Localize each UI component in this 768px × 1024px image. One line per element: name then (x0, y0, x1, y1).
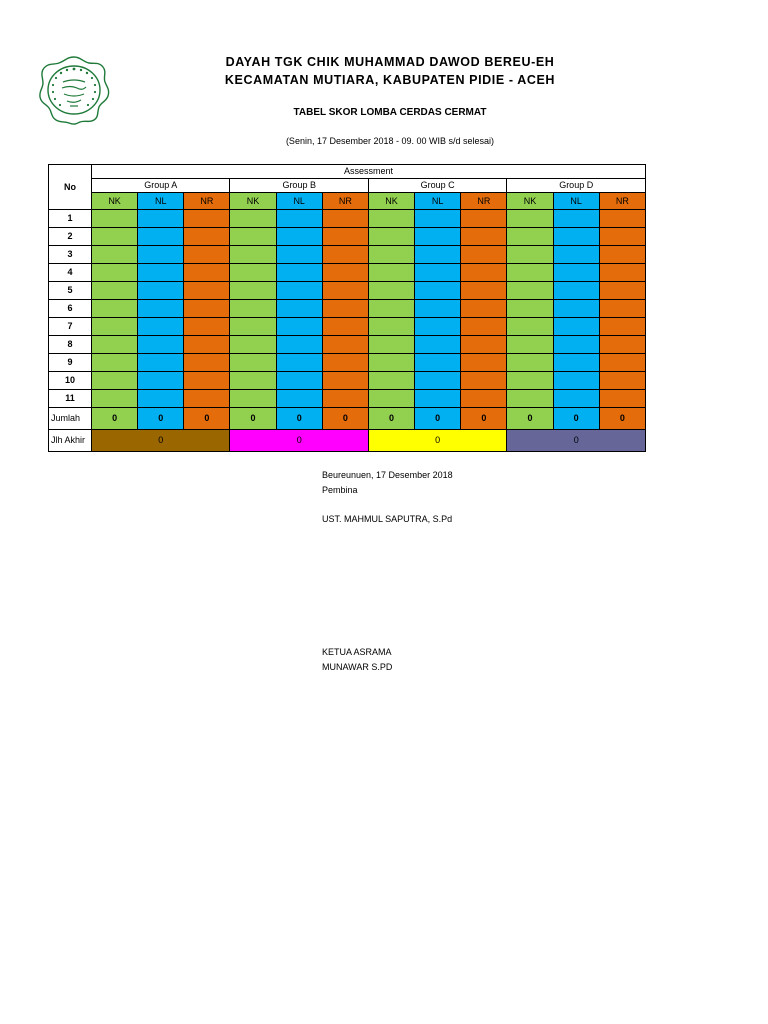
score-cell-b-nl[interactable] (276, 336, 322, 354)
jumlah-b-nl: 0 (276, 408, 322, 430)
group-d-header: Group D (507, 179, 646, 193)
group-b-header: Group B (230, 179, 368, 193)
group-header-row (49, 179, 646, 193)
score-cell-c-nr[interactable] (461, 318, 507, 336)
jumlah-d-nr: 0 (599, 408, 645, 430)
score-cell-a-nr[interactable] (184, 300, 230, 318)
score-cell-a-nl[interactable] (138, 336, 184, 354)
jlh-akhir-row (49, 430, 646, 452)
jumlah-label: Jumlah (49, 408, 92, 430)
jlh-akhir-group-a: 0 (92, 430, 230, 452)
score-cell-b-nr[interactable] (322, 246, 368, 264)
jumlah-b-nk: 0 (230, 408, 276, 430)
score-cell-b-nl[interactable] (276, 300, 322, 318)
table-row (49, 372, 646, 390)
score-cell-c-nr[interactable] (461, 300, 507, 318)
score-cell-b-nr[interactable] (322, 300, 368, 318)
score-cell-b-nk[interactable] (230, 372, 276, 390)
score-cell-c-nr[interactable] (461, 372, 507, 390)
jumlah-a-nr: 0 (184, 408, 230, 430)
group-d-nl-header: NL (553, 193, 599, 210)
score-cell-a-nk[interactable] (92, 318, 138, 336)
score-cell-a-nk[interactable] (92, 210, 138, 228)
score-cell-d-nk[interactable] (507, 372, 553, 390)
score-cell-c-nl[interactable] (415, 318, 461, 336)
score-cell-a-nr[interactable] (184, 210, 230, 228)
score-cell-c-nr[interactable] (461, 336, 507, 354)
score-cell-c-nr[interactable] (461, 264, 507, 282)
score-cell-d-nk[interactable] (507, 246, 553, 264)
institution-logo (37, 54, 111, 126)
score-cell-b-nl[interactable] (276, 390, 322, 408)
jumlah-b-nr: 0 (322, 408, 368, 430)
score-cell-c-nr[interactable] (461, 354, 507, 372)
signature-place-date: Beureunuen, 17 Desember 2018 (322, 470, 453, 480)
score-cell-a-nr[interactable] (184, 318, 230, 336)
signature-name-pembina: UST. MAHMUL SAPUTRA, S.Pd (322, 514, 453, 524)
group-c-nr-header: NR (461, 193, 507, 210)
score-cell-a-nk[interactable] (92, 390, 138, 408)
score-cell-a-nr[interactable] (184, 390, 230, 408)
group-a-header: Group A (92, 179, 230, 193)
score-cell-a-nl[interactable] (138, 318, 184, 336)
score-cell-b-nk[interactable] (230, 282, 276, 300)
score-cell-b-nr[interactable] (322, 336, 368, 354)
row-number: 5 (49, 282, 92, 300)
row-number: 9 (49, 354, 92, 372)
row-number: 2 (49, 228, 92, 246)
score-cell-a-nk[interactable] (92, 354, 138, 372)
signature-role-ketua: KETUA ASRAMA (322, 647, 392, 657)
score-cell-a-nl[interactable] (138, 282, 184, 300)
score-cell-d-nl[interactable] (553, 354, 599, 372)
score-cell-b-nl[interactable] (276, 246, 322, 264)
score-cell-c-nk[interactable] (368, 372, 414, 390)
score-cell-a-nl[interactable] (138, 228, 184, 246)
group-a-nr-header: NR (184, 193, 230, 210)
score-cell-a-nk[interactable] (92, 282, 138, 300)
score-cell-d-nk[interactable] (507, 228, 553, 246)
score-cell-c-nk[interactable] (368, 246, 414, 264)
score-cell-a-nr[interactable] (184, 246, 230, 264)
score-cell-c-nl[interactable] (415, 228, 461, 246)
score-cell-b-nl[interactable] (276, 318, 322, 336)
jumlah-c-nl: 0 (415, 408, 461, 430)
score-cell-d-nl[interactable] (553, 390, 599, 408)
row-number: 8 (49, 336, 92, 354)
row-number: 10 (49, 372, 92, 390)
score-cell-a-nl[interactable] (138, 210, 184, 228)
score-cell-d-nr[interactable] (599, 264, 645, 282)
institution-name: DAYAH TGK CHIK MUHAMMAD DAWOD BEREU-EH (225, 55, 555, 69)
group-b-nl-header: NL (276, 193, 322, 210)
score-cell-a-nk[interactable] (92, 264, 138, 282)
group-b-nk-header: NK (230, 193, 276, 210)
score-cell-d-nk[interactable] (507, 318, 553, 336)
score-cell-b-nk[interactable] (230, 228, 276, 246)
score-cell-c-nk[interactable] (368, 264, 414, 282)
score-cell-a-nk[interactable] (92, 228, 138, 246)
score-cell-b-nr[interactable] (322, 264, 368, 282)
score-cell-c-nl[interactable] (415, 300, 461, 318)
page-title: TABEL SKOR LOMBA CERDAS CERMAT (293, 107, 487, 118)
score-cell-b-nr[interactable] (322, 282, 368, 300)
score-cell-c-nl[interactable] (415, 390, 461, 408)
score-cell-d-nr[interactable] (599, 390, 645, 408)
score-cell-d-nl[interactable] (553, 210, 599, 228)
row-number: 4 (49, 264, 92, 282)
score-cell-b-nk[interactable] (230, 264, 276, 282)
score-cell-c-nk[interactable] (368, 210, 414, 228)
row-number: 7 (49, 318, 92, 336)
score-cell-d-nk[interactable] (507, 390, 553, 408)
score-cell-c-nr[interactable] (461, 246, 507, 264)
assessment-header: Assessment (92, 165, 646, 179)
score-cell-d-nr[interactable] (599, 300, 645, 318)
score-cell-a-nk[interactable] (92, 300, 138, 318)
score-cell-a-nr[interactable] (184, 264, 230, 282)
jlh-akhir-group-d: 0 (507, 430, 646, 452)
table-row (49, 210, 646, 228)
row-number: 3 (49, 246, 92, 264)
group-c-nl-header: NL (415, 193, 461, 210)
assessment-header-row (49, 165, 646, 179)
jlh-akhir-label: Jlh Akhir (49, 430, 92, 452)
score-cell-d-nr[interactable] (599, 282, 645, 300)
table-row (49, 354, 646, 372)
score-cell-a-nl[interactable] (138, 300, 184, 318)
score-cell-b-nl[interactable] (276, 354, 322, 372)
score-cell-d-nr[interactable] (599, 336, 645, 354)
score-cell-d-nk[interactable] (507, 300, 553, 318)
score-cell-a-nl[interactable] (138, 390, 184, 408)
score-table (48, 164, 646, 452)
score-cell-a-nl[interactable] (138, 354, 184, 372)
group-a-nk-header: NK (92, 193, 138, 210)
group-c-header: Group C (368, 179, 506, 193)
score-cell-c-nl[interactable] (415, 354, 461, 372)
score-cell-a-nk[interactable] (92, 372, 138, 390)
score-cell-a-nl[interactable] (138, 246, 184, 264)
score-cell-d-nr[interactable] (599, 318, 645, 336)
score-cell-b-nr[interactable] (322, 390, 368, 408)
score-cell-a-nl[interactable] (138, 264, 184, 282)
jumlah-d-nl: 0 (553, 408, 599, 430)
score-cell-b-nr[interactable] (322, 354, 368, 372)
signature-name-ketua: MUNAWAR S.PD (322, 662, 393, 672)
table-row (49, 228, 646, 246)
score-cell-d-nk[interactable] (507, 336, 553, 354)
table-row (49, 336, 646, 354)
score-cell-a-nl[interactable] (138, 372, 184, 390)
group-a-nl-header: NL (138, 193, 184, 210)
jumlah-c-nk: 0 (368, 408, 414, 430)
jumlah-c-nr: 0 (461, 408, 507, 430)
score-cell-d-nl[interactable] (553, 336, 599, 354)
score-cell-c-nk[interactable] (368, 300, 414, 318)
row-number: 1 (49, 210, 92, 228)
score-cell-a-nr[interactable] (184, 336, 230, 354)
score-cell-b-nk[interactable] (230, 246, 276, 264)
group-d-nk-header: NK (507, 193, 553, 210)
score-cell-b-nl[interactable] (276, 210, 322, 228)
score-cell-a-nk[interactable] (92, 336, 138, 354)
score-cell-d-nr[interactable] (599, 354, 645, 372)
score-cell-d-nl[interactable] (553, 282, 599, 300)
score-cell-c-nl[interactable] (415, 336, 461, 354)
score-cell-d-nk[interactable] (507, 282, 553, 300)
jlh-akhir-group-b: 0 (230, 430, 368, 452)
table-row (49, 246, 646, 264)
table-row (49, 390, 646, 408)
score-cell-b-nr[interactable] (322, 210, 368, 228)
score-cell-d-nk[interactable] (507, 210, 553, 228)
table-row (49, 282, 646, 300)
score-cell-d-nr[interactable] (599, 246, 645, 264)
score-cell-c-nr[interactable] (461, 282, 507, 300)
score-cell-d-nl[interactable] (553, 300, 599, 318)
score-cell-b-nk[interactable] (230, 354, 276, 372)
score-cell-b-nl[interactable] (276, 282, 322, 300)
score-cell-d-nl[interactable] (553, 228, 599, 246)
score-cell-a-nr[interactable] (184, 228, 230, 246)
score-cell-c-nl[interactable] (415, 210, 461, 228)
score-cell-d-nl[interactable] (553, 246, 599, 264)
score-cell-b-nl[interactable] (276, 228, 322, 246)
jumlah-a-nk: 0 (92, 408, 138, 430)
signature-role-pembina: Pembina (322, 485, 358, 495)
jumlah-d-nk: 0 (507, 408, 553, 430)
row-number: 11 (49, 390, 92, 408)
institution-location: KECAMATAN MUTIARA, KABUPATEN PIDIE - ACEH (224, 73, 556, 87)
score-cell-d-nr[interactable] (599, 210, 645, 228)
jumlah-a-nl: 0 (138, 408, 184, 430)
score-cell-a-nr[interactable] (184, 372, 230, 390)
score-cell-c-nk[interactable] (368, 336, 414, 354)
score-cell-c-nr[interactable] (461, 390, 507, 408)
score-cell-a-nr[interactable] (184, 354, 230, 372)
score-cell-c-nl[interactable] (415, 372, 461, 390)
score-cell-d-nl[interactable] (553, 372, 599, 390)
score-cell-b-nk[interactable] (230, 336, 276, 354)
score-cell-c-nk[interactable] (368, 318, 414, 336)
score-cell-a-nr[interactable] (184, 282, 230, 300)
score-cell-b-nl[interactable] (276, 372, 322, 390)
score-cell-c-nr[interactable] (461, 228, 507, 246)
score-cell-d-nr[interactable] (599, 372, 645, 390)
table-row (49, 300, 646, 318)
score-cell-d-nk[interactable] (507, 264, 553, 282)
score-cell-c-nk[interactable] (368, 390, 414, 408)
score-cell-c-nl[interactable] (415, 264, 461, 282)
score-cell-b-nk[interactable] (230, 300, 276, 318)
subcolumn-header-row (49, 193, 646, 210)
score-cell-b-nr[interactable] (322, 228, 368, 246)
score-cell-c-nl[interactable] (415, 282, 461, 300)
score-cell-b-nl[interactable] (276, 264, 322, 282)
jumlah-row (49, 408, 646, 430)
score-cell-b-nk[interactable] (230, 390, 276, 408)
group-c-nk-header: NK (368, 193, 414, 210)
score-cell-c-nk[interactable] (368, 354, 414, 372)
group-d-nr-header: NR (599, 193, 645, 210)
row-number: 6 (49, 300, 92, 318)
score-cell-d-nr[interactable] (599, 228, 645, 246)
table-row (49, 264, 646, 282)
score-cell-c-nk[interactable] (368, 228, 414, 246)
group-b-nr-header: NR (322, 193, 368, 210)
score-cell-c-nk[interactable] (368, 282, 414, 300)
score-cell-b-nk[interactable] (230, 210, 276, 228)
score-cell-b-nr[interactable] (322, 318, 368, 336)
no-header: No (49, 165, 92, 210)
score-cell-d-nl[interactable] (553, 318, 599, 336)
score-cell-d-nk[interactable] (507, 354, 553, 372)
score-cell-b-nr[interactable] (322, 372, 368, 390)
score-cell-d-nl[interactable] (553, 264, 599, 282)
schedule-text: (Senin, 17 Desember 2018 - 09. 00 WIB s/d selesai) (285, 136, 495, 146)
score-cell-b-nk[interactable] (230, 318, 276, 336)
score-cell-a-nk[interactable] (92, 246, 138, 264)
jlh-akhir-group-c: 0 (368, 430, 506, 452)
score-cell-c-nr[interactable] (461, 210, 507, 228)
score-cell-c-nl[interactable] (415, 246, 461, 264)
table-row (49, 318, 646, 336)
